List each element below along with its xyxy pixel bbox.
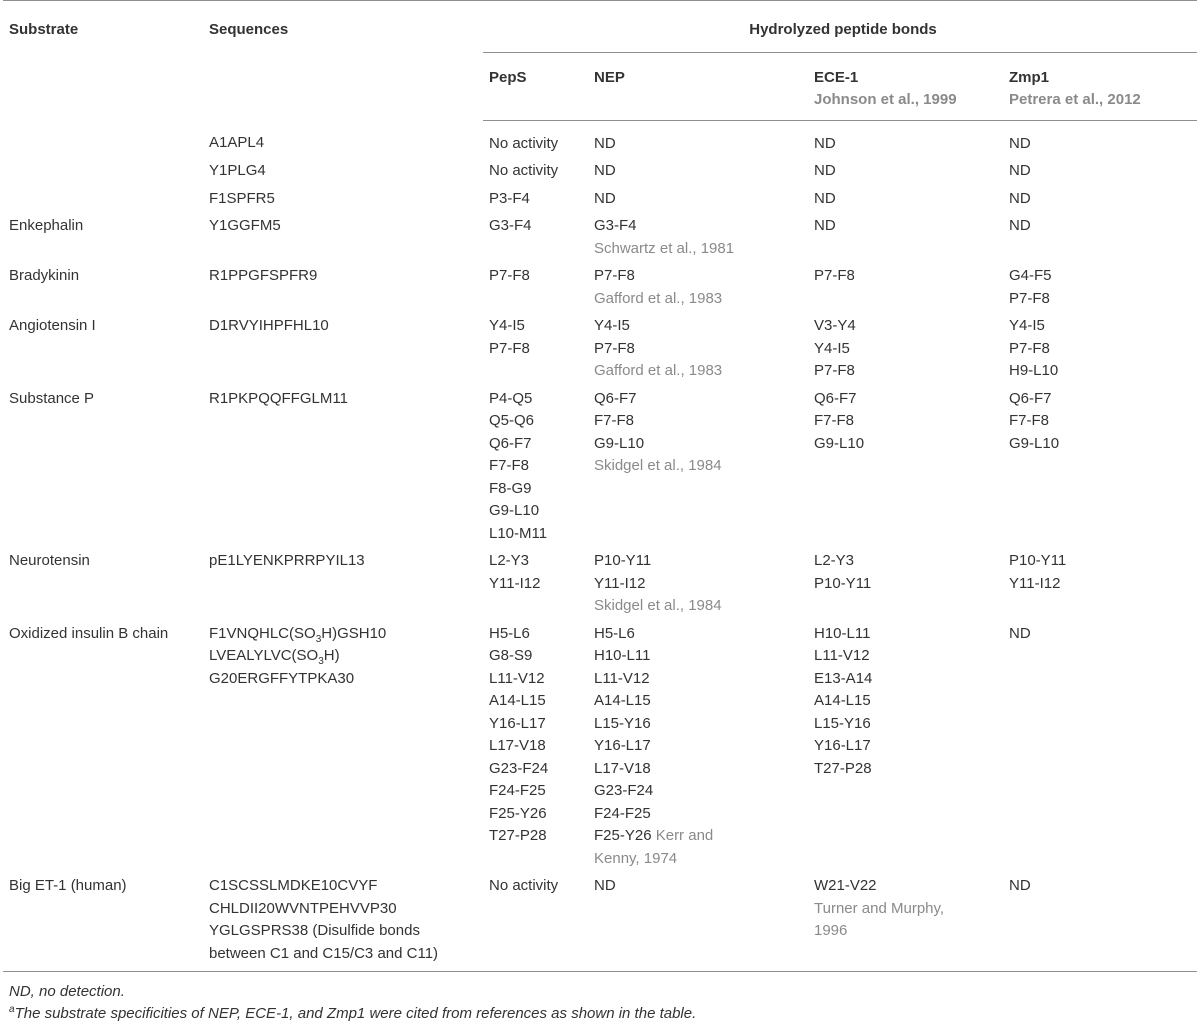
sequence-cell bbox=[203, 620, 483, 873]
peps-cell bbox=[483, 120, 588, 157]
header-peps: PepS bbox=[483, 52, 588, 120]
peps-value: T27-P28 bbox=[489, 827, 547, 844]
sequence-value: C1SCSSLMDKE10CVYF bbox=[209, 877, 378, 894]
nep-reference: Skidgel et al., 1984 bbox=[594, 597, 722, 614]
ece1-value: W21-V22 bbox=[814, 877, 877, 894]
ece1-cell bbox=[808, 120, 1003, 157]
ece1-value: T27-P28 bbox=[814, 759, 872, 777]
ece1-value: P7-F8 bbox=[814, 267, 855, 284]
ece1-cell bbox=[808, 385, 1003, 548]
peps-value: L11-V12 bbox=[489, 669, 545, 687]
nep-cell bbox=[588, 547, 808, 620]
zmp1-value: P10-Y11 bbox=[1009, 552, 1067, 569]
table-row bbox=[3, 547, 1197, 620]
zmp1-value: ND bbox=[1009, 217, 1031, 234]
nep-value: G9-L10 bbox=[594, 434, 645, 452]
footnote-nd: ND, no detection. bbox=[9, 983, 125, 1000]
nep-value: Y16-L17 bbox=[594, 737, 651, 754]
table-body bbox=[3, 120, 1197, 972]
nep-value: L15-Y16 bbox=[594, 714, 651, 732]
peps-value: F25-Y26 bbox=[489, 804, 547, 822]
nep-cell bbox=[588, 312, 808, 385]
ece1-reference: 1996 bbox=[814, 922, 848, 939]
ece1-value: ND bbox=[814, 189, 836, 207]
peps-value: P4-Q5 bbox=[489, 389, 533, 407]
nep-reference: Skidgel et al., 1984 bbox=[594, 457, 722, 474]
peps-cell bbox=[483, 385, 588, 548]
nep-value: Y11-I12 bbox=[594, 574, 646, 592]
zmp1-value: H9-L10 bbox=[1009, 362, 1059, 379]
substrate-cell: Substance P bbox=[9, 389, 95, 407]
sequence-cell bbox=[203, 157, 483, 185]
nep-value: P7-F8 bbox=[594, 267, 635, 284]
ece1-cell bbox=[808, 312, 1003, 385]
sequence-value: pE1LYENKPRRPYIL13 bbox=[209, 552, 365, 569]
zmp1-cell bbox=[1003, 262, 1197, 312]
nep-reference: Kenny, 1974 bbox=[594, 849, 678, 867]
nep-value: P7-F8 bbox=[594, 339, 635, 357]
peps-value: No activity bbox=[489, 134, 559, 152]
sequence-cell bbox=[203, 547, 483, 620]
ece1-value: F7-F8 bbox=[814, 412, 855, 429]
ece1-value: L11-V12 bbox=[814, 647, 870, 664]
sequence-value: D1RVYIHPFHL10 bbox=[209, 317, 329, 334]
zmp1-value: Y11-I12 bbox=[1009, 574, 1061, 592]
nep-value: G3-F4 bbox=[594, 217, 637, 234]
table-row bbox=[3, 212, 1197, 262]
ece1-value: P7-F8 bbox=[814, 362, 855, 379]
zmp1-value: ND bbox=[1009, 189, 1031, 207]
peps-value: G9-L10 bbox=[489, 502, 540, 519]
sequence-value: YGLGSPRS38 (Disulfide bonds bbox=[209, 922, 420, 939]
nep-cell bbox=[588, 385, 808, 548]
peps-value: F24-F25 bbox=[489, 782, 546, 799]
table-row bbox=[3, 385, 1197, 548]
ece1-cell bbox=[808, 547, 1003, 620]
nep-value: Q6-F7 bbox=[594, 389, 637, 407]
nep-value: L17-V18 bbox=[594, 759, 651, 777]
ece1-value: ND bbox=[814, 134, 836, 152]
zmp1-value: Q6-F7 bbox=[1009, 389, 1052, 407]
peps-value: No activity bbox=[489, 162, 559, 179]
nep-value: H5-L6 bbox=[594, 624, 635, 642]
substrate-cell: Neurotensin bbox=[9, 552, 90, 569]
ece1-value: G9-L10 bbox=[814, 434, 865, 452]
substrate-cell bbox=[3, 185, 203, 213]
zmp1-value: ND bbox=[1009, 877, 1031, 894]
zmp1-cell bbox=[1003, 620, 1197, 873]
sequence-value: R1PPGFSPFR9 bbox=[209, 267, 318, 284]
header-substrate: Substrate bbox=[3, 1, 203, 121]
sequence-cell bbox=[203, 262, 483, 312]
ece1-value: H10-L11 bbox=[814, 624, 871, 642]
nep-value: P10-Y11 bbox=[594, 552, 652, 569]
nep-reference: Gafford et al., 1983 bbox=[594, 289, 723, 307]
nep-reference-inline: Kerr and bbox=[655, 827, 714, 844]
zmp1-value: F7-F8 bbox=[1009, 412, 1050, 429]
zmp1-value: P7-F8 bbox=[1009, 289, 1050, 307]
substrate-cell bbox=[3, 157, 203, 185]
ece1-cell bbox=[808, 262, 1003, 312]
ece1-value: Y16-L17 bbox=[814, 737, 871, 754]
nep-cell bbox=[588, 262, 808, 312]
sequence-cell bbox=[203, 872, 483, 972]
ece1-value: L2-Y3 bbox=[814, 552, 855, 569]
table-row bbox=[3, 120, 1197, 157]
header-sequences: Sequences bbox=[203, 1, 483, 121]
nep-cell bbox=[588, 620, 808, 873]
ece1-cell bbox=[808, 185, 1003, 213]
ece1-value: Q6-F7 bbox=[814, 389, 857, 407]
ece1-reference: Turner and Murphy, bbox=[814, 899, 945, 917]
sequence-value: G20ERGFFYTPKA30 bbox=[209, 669, 355, 687]
header-zmp1: Zmp1 Petrera et al., 2012 bbox=[1003, 52, 1197, 120]
nep-value: F25-Y26 bbox=[594, 827, 652, 844]
sequence-value: A1APL4 bbox=[209, 134, 265, 151]
nep-value: F24-F25 bbox=[594, 804, 651, 822]
peps-cell bbox=[483, 872, 588, 972]
peps-value: F8-G9 bbox=[489, 479, 532, 497]
sequence-cell bbox=[203, 212, 483, 262]
peps-value: Y16-L17 bbox=[489, 714, 546, 732]
footnote-a bbox=[3, 1003, 1197, 1025]
ece1-value: ND bbox=[814, 217, 836, 234]
nep-value: A14-L15 bbox=[594, 692, 651, 709]
peps-cell bbox=[483, 185, 588, 213]
peps-cell bbox=[483, 312, 588, 385]
sequence-cell bbox=[203, 185, 483, 213]
ece1-value: Y4-I5 bbox=[814, 339, 850, 357]
zmp1-cell bbox=[1003, 312, 1197, 385]
nep-cell bbox=[588, 185, 808, 213]
zmp1-cell bbox=[1003, 212, 1197, 262]
substrate-cell: Bradykinin bbox=[9, 267, 80, 284]
ece1-value: E13-A14 bbox=[814, 669, 873, 687]
substrate-cell: Oxidized insulin B chain bbox=[9, 624, 169, 642]
sequence-value: $F1VNQHLC(SO_3H)GSH10$ bbox=[209, 624, 387, 645]
sequence-value: CHLDII20WVNTPEHVVP30 bbox=[209, 899, 397, 917]
peps-value: Y4-I5 bbox=[489, 317, 525, 334]
zmp1-cell bbox=[1003, 120, 1197, 157]
zmp1-value: ND bbox=[1009, 162, 1031, 179]
peps-value: P7-F8 bbox=[489, 267, 530, 284]
ece1-value: L15-Y16 bbox=[814, 714, 871, 732]
ece1-value: V3-Y4 bbox=[814, 317, 856, 334]
zmp1-value: G4-F5 bbox=[1009, 267, 1052, 284]
zmp1-value: ND bbox=[1009, 134, 1031, 152]
peps-cell bbox=[483, 547, 588, 620]
sequence-value: Y1PLG4 bbox=[209, 162, 266, 179]
peps-value: F7-F8 bbox=[489, 457, 530, 474]
sequence-value: F1SPFR5 bbox=[209, 189, 275, 207]
peps-value: L2-Y3 bbox=[489, 552, 530, 569]
nep-value: L11-V12 bbox=[594, 669, 650, 687]
header-ece1-reference: Johnson et al., 1999 bbox=[814, 91, 957, 108]
peps-value: G8-S9 bbox=[489, 647, 533, 664]
ece1-cell bbox=[808, 212, 1003, 262]
substrate-cell: Big ET-1 (human) bbox=[3, 872, 203, 972]
nep-cell bbox=[588, 872, 808, 972]
ece1-cell bbox=[808, 872, 1003, 972]
nep-cell bbox=[588, 212, 808, 262]
table-row bbox=[3, 157, 1197, 185]
nep-cell bbox=[588, 157, 808, 185]
peps-value: Q6-F7 bbox=[489, 434, 532, 452]
sequence-cell bbox=[203, 120, 483, 157]
nep-value: ND bbox=[594, 189, 616, 207]
zmp1-cell bbox=[1003, 157, 1197, 185]
sequence-value: Y1GGFM5 bbox=[209, 217, 281, 234]
zmp1-cell bbox=[1003, 385, 1197, 548]
table-container bbox=[3, 0, 1197, 1025]
peps-value: A14-L15 bbox=[489, 692, 546, 709]
header-ece1: ECE-1 Johnson et al., 1999 bbox=[808, 52, 1003, 120]
peps-value: P3-F4 bbox=[489, 189, 530, 207]
sequence-value: between C1 and C15/C3 and C11) bbox=[209, 944, 439, 962]
nep-value: ND bbox=[594, 877, 616, 894]
substrate-cell: Enkephalin bbox=[9, 217, 84, 234]
nep-value: F7-F8 bbox=[594, 412, 635, 429]
sequence-value: R1PKPQQFFGLM11 bbox=[209, 389, 348, 407]
zmp1-value: G9-L10 bbox=[1009, 434, 1060, 452]
ece1-value: A14-L15 bbox=[814, 692, 871, 709]
table-row bbox=[3, 312, 1197, 385]
substrate-cell bbox=[3, 120, 203, 157]
header-nep: NEP bbox=[588, 52, 808, 120]
nep-reference: Schwartz et al., 1981 bbox=[594, 239, 735, 257]
peps-value: Q5-Q6 bbox=[489, 412, 535, 429]
table-row bbox=[3, 185, 1197, 213]
zmp1-cell bbox=[1003, 547, 1197, 620]
ece1-cell bbox=[808, 620, 1003, 873]
substrate-table bbox=[3, 0, 1197, 972]
table-row bbox=[3, 620, 1197, 873]
ece1-cell bbox=[808, 157, 1003, 185]
peps-cell bbox=[483, 262, 588, 312]
peps-value: L10-M11 bbox=[489, 524, 548, 542]
peps-value: L17-V18 bbox=[489, 737, 546, 754]
peps-cell bbox=[483, 620, 588, 873]
header-zmp1-reference: Petrera et al., 2012 bbox=[1009, 91, 1141, 108]
zmp1-value: ND bbox=[1009, 624, 1031, 642]
nep-value-with-ref bbox=[594, 825, 808, 848]
nep-value: Y4-I5 bbox=[594, 317, 630, 334]
zmp1-cell bbox=[1003, 185, 1197, 213]
nep-value: ND bbox=[594, 162, 616, 179]
peps-value: G23-F24 bbox=[489, 759, 549, 777]
nep-cell bbox=[588, 120, 808, 157]
peps-value: P7-F8 bbox=[489, 339, 530, 357]
peps-cell bbox=[483, 157, 588, 185]
ece1-value: P10-Y11 bbox=[814, 574, 872, 592]
zmp1-value: P7-F8 bbox=[1009, 339, 1050, 357]
footnote-a-text: The substrate specificities of NEP, ECE-1, and Zmp1 were cited from references as shown in the table. bbox=[14, 1005, 697, 1022]
ece1-value: ND bbox=[814, 162, 836, 179]
sequence-cell bbox=[203, 385, 483, 548]
sequence-value: $LVEALYLVC(SO_3H)$ bbox=[209, 647, 340, 667]
nep-value: H10-L11 bbox=[594, 647, 651, 664]
table-row bbox=[3, 872, 1197, 972]
peps-value: H5-L6 bbox=[489, 624, 530, 642]
zmp1-value: Y4-I5 bbox=[1009, 317, 1045, 334]
peps-value: G3-F4 bbox=[489, 217, 532, 234]
nep-value: ND bbox=[594, 134, 616, 152]
nep-value: G23-F24 bbox=[594, 782, 654, 799]
zmp1-cell bbox=[1003, 872, 1197, 972]
peps-cell bbox=[483, 212, 588, 262]
nep-reference: Gafford et al., 1983 bbox=[594, 362, 723, 379]
footnote-a-mark: a bbox=[9, 1004, 15, 1015]
sequence-cell bbox=[203, 312, 483, 385]
table-row bbox=[3, 262, 1197, 312]
substrate-cell: Angiotensin I bbox=[9, 317, 96, 334]
peps-value: Y11-I12 bbox=[489, 574, 541, 592]
header-hydrolyzed: Hydrolyzed peptide bonds bbox=[483, 1, 1197, 53]
peps-value: No activity bbox=[489, 877, 559, 894]
